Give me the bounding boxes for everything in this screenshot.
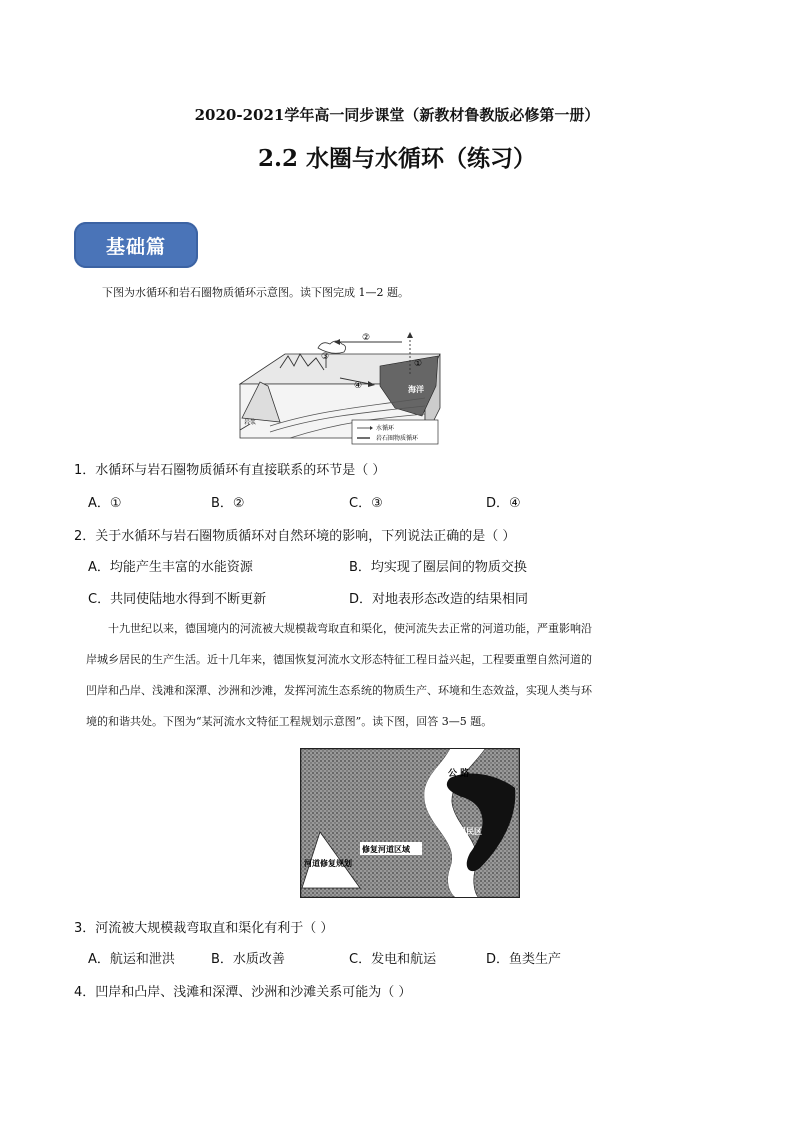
section-badge: 基础篇 (74, 222, 198, 268)
question-1-option-b[interactable]: B．② (211, 496, 245, 511)
legend-water-cycle: 水循环 (376, 425, 395, 432)
question-3-option-c[interactable]: C．发电和航运 (349, 952, 437, 967)
marker-2: ② (362, 333, 371, 343)
question-3-stem: 3．河流被大规模裁弯取直和渠化有利于（ ） (74, 921, 334, 936)
passage-line-1: 十九世纪以来，德国境内的河流被大规模裁弯取直和渠化，使河流失去正常的河道功能，严重影响沿 (108, 622, 592, 635)
question-3-option-a[interactable]: A．航运和泄洪 (88, 952, 175, 967)
passage-text (86, 613, 726, 737)
passage-line-2: 岸城乡居民的生产生活。近十几年来，德国恢复河流水文形态特征工程日益兴起，工程要重塑自然河道的 (86, 653, 592, 666)
question-2-option-a[interactable]: A．均能产生丰富的水能资源 (88, 560, 253, 575)
passage-line-3: 凹岸和凸岸、浅滩和深潭、沙洲和沙滩，发挥河流生态系统的物质生产、环境和生态效益，实现人类与环 (86, 684, 592, 697)
document-subtitle: 2020-2021学年高一同步课堂（新教材鲁教版必修第一册） (194, 106, 600, 124)
document-title: 2.2 水圈与水循环（练习） (257, 145, 537, 172)
question-1-option-a[interactable]: A．① (88, 496, 122, 511)
ocean-label: 海洋 (408, 385, 424, 394)
question-2-option-b[interactable]: B．均实现了圈层间的物质交换 (349, 560, 527, 575)
legend-rock-cycle: 岩石圈物质循环 (376, 435, 419, 442)
marker-1: ① (414, 359, 423, 369)
question-3-option-b[interactable]: B．水质改善 (211, 952, 285, 967)
road-label: 公 路 (448, 769, 470, 779)
question-1-option-d[interactable]: D．④ (486, 496, 521, 511)
restore-area-label: 修复河道区域 (362, 845, 410, 854)
question-1-option-c[interactable]: C．③ (349, 496, 383, 511)
magma-label: 岩浆 (244, 419, 257, 426)
question-3-option-d[interactable]: D．鱼类生产 (486, 952, 562, 967)
intro-text-1: 下图为水循环和岩石圈物质循环示意图。读下图完成 1—2 题。 (102, 286, 409, 299)
water-rock-cycle-diagram (230, 326, 444, 448)
marker-3: ③ (321, 352, 330, 362)
marker-4: ④ (354, 381, 363, 391)
question-1-stem: 1．水循环与岩石圈物质循环有直接联系的环节是（ ） (74, 463, 386, 478)
question-2-option-d[interactable]: D．对地表形态改造的结果相同 (349, 592, 529, 607)
river-restoration-diagram (300, 748, 520, 898)
question-4-stem: 4．凹岸和凸岸、浅滩和深潭、沙洲和沙滩关系可能为（ ） (74, 985, 412, 1000)
question-2-stem: 2．关于水循环与岩石圈物质循环对自然环境的影响，下列说法正确的是（ ） (74, 529, 516, 544)
question-2-option-c[interactable]: C．共同使陆地水得到不断更新 (88, 592, 267, 607)
plan-label: 河道修复规划 (304, 859, 352, 868)
residential-label: 居民区 (458, 827, 482, 836)
passage-line-4: 境的和谐共处。下图为“某河流水文特征工程规划示意图”。读下图，回答 3—5 题。 (86, 715, 493, 728)
